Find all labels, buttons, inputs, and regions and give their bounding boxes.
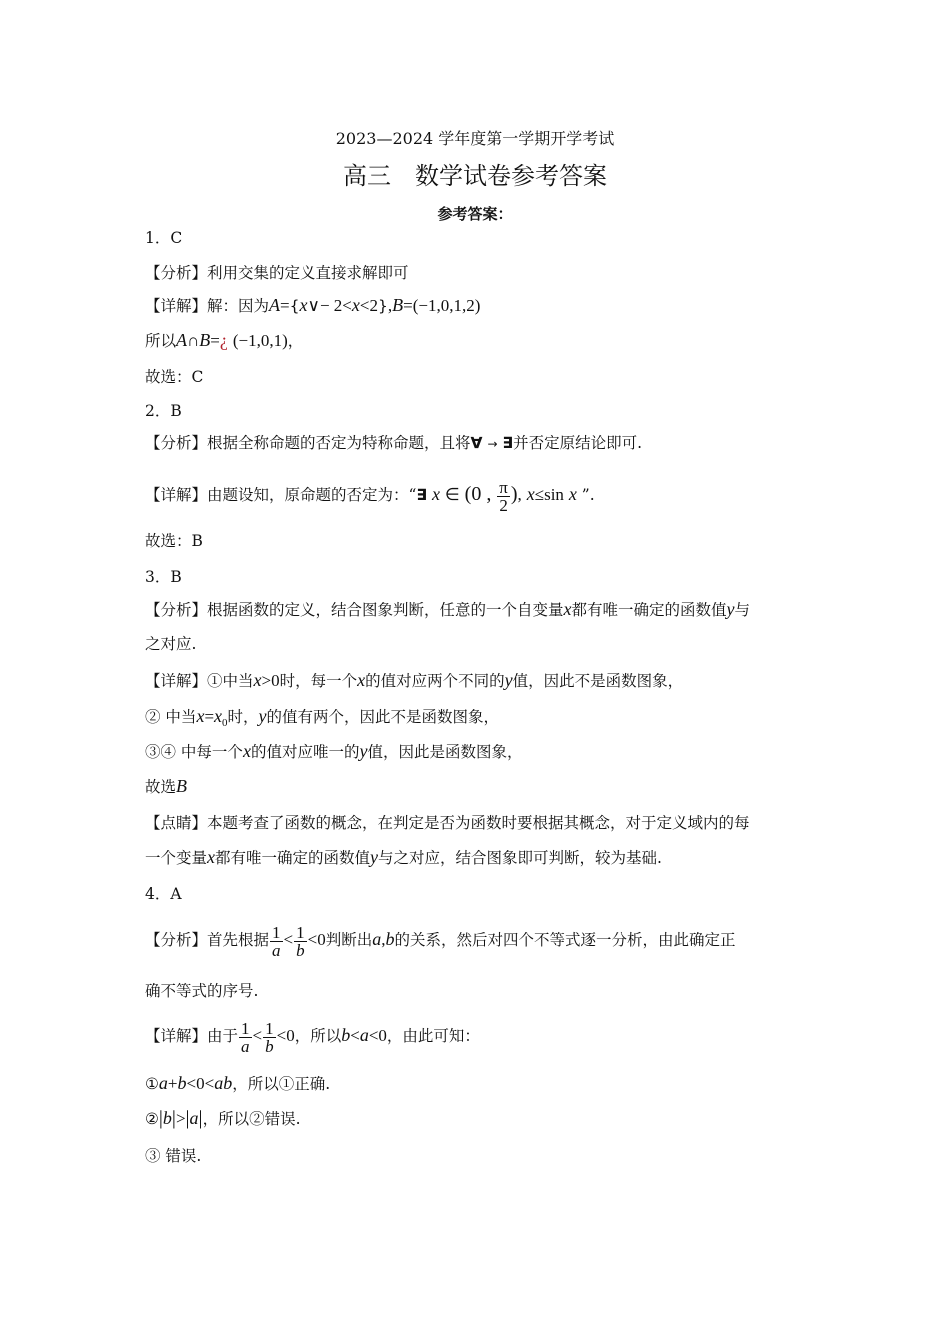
section-heading: 参考答案： bbox=[437, 205, 513, 223]
fraction-1-over-b bbox=[294, 924, 307, 959]
exam-subtitle: 2023—2024 学年度第一学期开学考试 bbox=[335, 129, 615, 148]
q4-answer: 4．A bbox=[145, 885, 182, 903]
analysis-tag: 【分析】 bbox=[145, 264, 208, 282]
math-var: y bbox=[370, 847, 379, 867]
numerator: 1 bbox=[265, 1018, 274, 1038]
q3-detail-1 bbox=[145, 670, 683, 691]
q1-conclusion: 故选：C bbox=[145, 368, 204, 386]
fraction-1-over-a bbox=[270, 924, 283, 959]
math-var: A bbox=[176, 330, 188, 350]
q1-analysis bbox=[145, 263, 409, 283]
q3-analysis-cont: 之对应. bbox=[145, 635, 197, 653]
analysis-text: 根据全称命题的否定为特称命题，且将 bbox=[207, 434, 471, 452]
math-var: x bbox=[253, 670, 262, 690]
math-var: y bbox=[726, 599, 735, 619]
math-op: ≤ bbox=[534, 485, 545, 504]
math-func: sin bbox=[544, 485, 564, 504]
comment-text: 一个变量 bbox=[145, 849, 208, 867]
math-op: <2 bbox=[359, 296, 378, 315]
punct: ， bbox=[287, 332, 304, 350]
comment-tag: 【点睛】 bbox=[145, 814, 208, 832]
math-op: > bbox=[175, 1109, 186, 1128]
math-op: ∩ bbox=[187, 331, 200, 350]
math-var: x bbox=[357, 670, 366, 690]
math-var: b bbox=[177, 1073, 187, 1093]
abs-bar: | bbox=[171, 1107, 176, 1129]
detail-tag: 【详解】 bbox=[145, 672, 208, 690]
denominator: a bbox=[241, 1036, 250, 1056]
math-op: , bbox=[381, 930, 386, 949]
detail-text: ”. bbox=[581, 486, 595, 504]
math-var: x bbox=[563, 599, 572, 619]
math-brace: } bbox=[377, 297, 388, 315]
detail-text: 由题设知，原命题的否定为：“ bbox=[207, 486, 417, 504]
math-var: a bbox=[158, 1073, 168, 1093]
math-var: ab bbox=[214, 1073, 233, 1093]
math-var: x bbox=[214, 706, 223, 726]
detail-text: 解：因为 bbox=[207, 297, 270, 315]
page-title: 高三 数学试卷参考答案 bbox=[343, 162, 607, 190]
detail-tag: 【详解】 bbox=[145, 486, 208, 504]
fraction-1-over-a bbox=[239, 1020, 252, 1055]
numerator: π bbox=[499, 477, 508, 497]
abs-bar: | bbox=[198, 1107, 203, 1129]
forall-symbol: ∀ bbox=[470, 434, 483, 452]
math-op: < bbox=[283, 930, 294, 949]
math-var: x bbox=[242, 741, 251, 761]
math-subscript: 0 bbox=[222, 717, 228, 730]
math-var: B bbox=[392, 295, 404, 315]
math-op: − 2< bbox=[319, 296, 352, 315]
math-op: = bbox=[210, 331, 220, 350]
detail-text: 所以 bbox=[145, 332, 177, 350]
math-op: < bbox=[252, 1026, 263, 1045]
math-var: b bbox=[162, 1108, 172, 1128]
analysis-text: 与 bbox=[734, 601, 751, 619]
analysis-text: 首先根据 bbox=[207, 931, 270, 949]
detail-text: ，所以 bbox=[294, 1027, 342, 1045]
math-var: a bbox=[189, 1108, 199, 1128]
q4-item-2 bbox=[145, 1108, 301, 1129]
detail-text: 的值有两个，因此不是函数图象， bbox=[266, 708, 500, 726]
math-var: A bbox=[269, 295, 281, 315]
abs-bar: | bbox=[158, 1107, 163, 1129]
detail-text: 故选 bbox=[145, 778, 177, 796]
denominator: a bbox=[272, 940, 281, 960]
math-var: x bbox=[568, 484, 577, 504]
detail-text: 值，因此不是函数图象， bbox=[512, 672, 684, 690]
q1-result bbox=[145, 330, 303, 351]
detail-text: 由于 bbox=[207, 1027, 239, 1045]
q1-detail bbox=[145, 295, 480, 316]
denominator: b bbox=[296, 940, 305, 960]
math-interval: ) bbox=[510, 483, 518, 505]
math-var: b bbox=[341, 1025, 351, 1045]
abs-bar: | bbox=[185, 1107, 190, 1129]
denominator: b bbox=[265, 1036, 274, 1056]
math-var: a bbox=[359, 1025, 369, 1045]
math-op: >0 bbox=[261, 671, 280, 690]
math-var: B bbox=[176, 776, 188, 796]
math-var: B bbox=[199, 330, 211, 350]
math-set: =(−1,0,1,2) bbox=[403, 296, 481, 315]
analysis-text: 并否定原结论即可. bbox=[513, 434, 642, 452]
q2-answer: 2．B bbox=[145, 402, 182, 420]
math-interval: (0 , bbox=[464, 483, 492, 505]
q4-analysis bbox=[145, 918, 736, 961]
analysis-tag: 【分析】 bbox=[145, 434, 208, 452]
q4-item-3: ③ 错误. bbox=[145, 1147, 202, 1165]
math-op: , bbox=[387, 296, 393, 315]
math-var: x bbox=[207, 847, 216, 867]
analysis-tag: 【分析】 bbox=[145, 931, 208, 949]
math-op: <0 bbox=[368, 1026, 387, 1045]
numerator: 1 bbox=[296, 922, 305, 942]
math-op: + bbox=[167, 1074, 178, 1093]
numerator: 1 bbox=[241, 1018, 250, 1038]
fraction-1-over-b bbox=[263, 1020, 276, 1055]
q4-item-1 bbox=[145, 1073, 330, 1094]
comment-text: 与之对应，结合图象即可判断，较为基础. bbox=[378, 849, 662, 867]
q4-detail bbox=[145, 1014, 480, 1057]
math-op: = bbox=[280, 296, 290, 315]
math-var: x bbox=[351, 295, 360, 315]
arrow-icon: → bbox=[487, 437, 498, 451]
q3-comment-cont bbox=[145, 847, 662, 868]
math-var: y bbox=[504, 670, 513, 690]
detail-text: 值，因此是函数图象， bbox=[367, 743, 523, 761]
comment-text: 本题考查了函数的概念，在判定是否为函数时要根据其概念，对于定义域内的每 bbox=[207, 814, 750, 832]
detail-text: ，所以②错误. bbox=[202, 1110, 301, 1128]
detail-tag: 【详解】 bbox=[145, 297, 208, 315]
math-var: b bbox=[385, 929, 395, 949]
math-op: , bbox=[517, 485, 522, 504]
math-var: x bbox=[431, 484, 440, 504]
q3-answer: 3．B bbox=[145, 568, 182, 586]
q4-analysis-cont: 确不等式的序号. bbox=[145, 982, 259, 1000]
detail-text: ，所以①正确. bbox=[232, 1075, 331, 1093]
math-op: <0< bbox=[186, 1074, 215, 1093]
math-var: y bbox=[359, 741, 368, 761]
math-op: = bbox=[204, 707, 215, 726]
exists-symbol: ∃ bbox=[502, 434, 514, 452]
analysis-text: 根据函数的定义，结合图象判断，任意的一个自变量 bbox=[207, 601, 564, 619]
math-op: ∈ bbox=[444, 485, 460, 504]
q1-answer: 1．C bbox=[145, 229, 183, 247]
detail-text: 时，每一个 bbox=[279, 672, 358, 690]
item-number: ② bbox=[145, 1110, 159, 1128]
q3-detail-3 bbox=[145, 741, 522, 762]
garbled-char: ¿ bbox=[219, 330, 228, 350]
q2-analysis bbox=[145, 433, 642, 454]
math-var: x bbox=[196, 706, 205, 726]
q3-comment bbox=[145, 813, 750, 833]
analysis-text: 判断出 bbox=[325, 931, 373, 949]
detail-text: ② 中当 bbox=[145, 708, 197, 726]
math-brace: { bbox=[289, 297, 300, 315]
math-op: <0 bbox=[276, 1026, 295, 1045]
comment-text: 都有唯一确定的函数值 bbox=[215, 849, 371, 867]
q3-analysis bbox=[145, 599, 750, 620]
exists-symbol: ∃ bbox=[416, 486, 428, 504]
math-var: a bbox=[372, 929, 382, 949]
pi-half-fraction bbox=[497, 479, 510, 514]
analysis-text: 利用交集的定义直接求解即可 bbox=[207, 264, 409, 282]
q3-conclusion bbox=[145, 776, 187, 797]
detail-text: 时， bbox=[227, 708, 259, 726]
denominator: 2 bbox=[499, 495, 508, 515]
detail-text: ，由此可知： bbox=[386, 1027, 480, 1045]
math-set: (−1,0,1) bbox=[232, 331, 288, 350]
detail-tag: 【详解】 bbox=[145, 1027, 208, 1045]
analysis-text: 的关系，然后对四个不等式逐一分析，由此确定正 bbox=[394, 931, 736, 949]
detail-text: 的值对应两个不同的 bbox=[365, 672, 505, 690]
math-var: x bbox=[526, 484, 535, 504]
analysis-text: 都有唯一确定的函数值 bbox=[571, 601, 727, 619]
q3-detail-2 bbox=[145, 706, 499, 733]
analysis-tag: 【分析】 bbox=[145, 601, 208, 619]
math-var: y bbox=[258, 706, 267, 726]
detail-text: ③④ 中每一个 bbox=[145, 743, 243, 761]
detail-text: 的值对应唯一的 bbox=[250, 743, 360, 761]
numerator: 1 bbox=[272, 922, 281, 942]
math-op: <0 bbox=[307, 930, 326, 949]
q2-detail bbox=[145, 474, 595, 515]
q2-conclusion: 故选：B bbox=[145, 532, 203, 550]
math-var: x bbox=[299, 295, 308, 315]
math-op: ∨ bbox=[307, 296, 320, 315]
item-number: ① bbox=[145, 1075, 159, 1093]
math-op: < bbox=[350, 1026, 360, 1045]
detail-text: ①中当 bbox=[207, 672, 254, 690]
